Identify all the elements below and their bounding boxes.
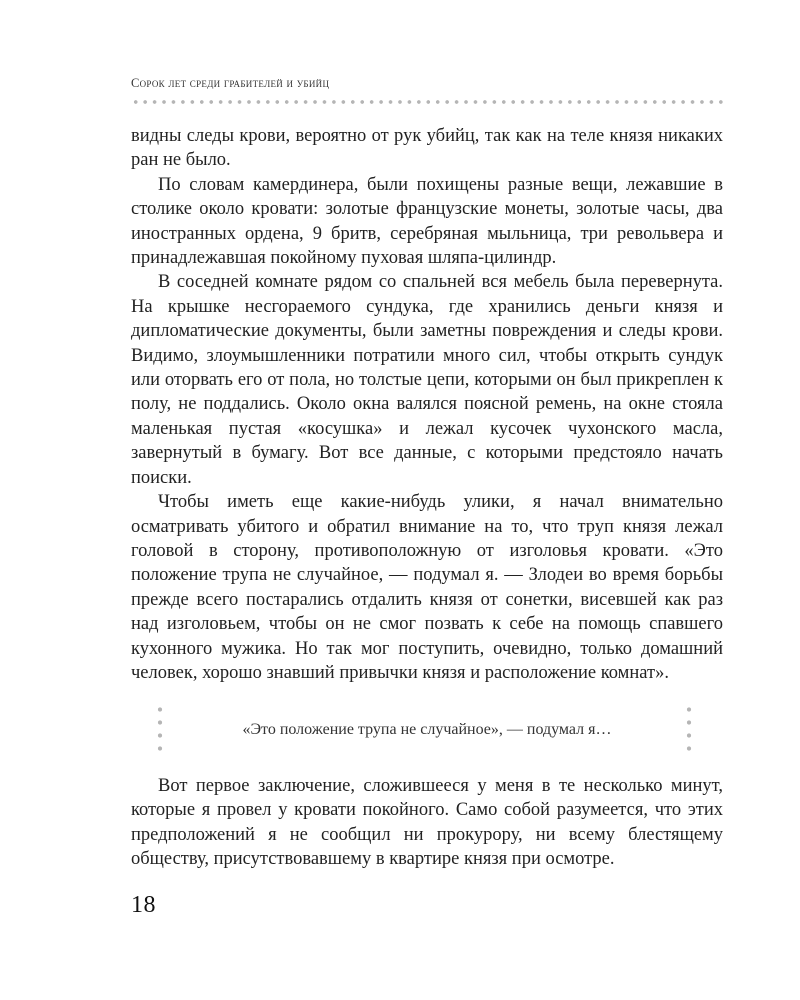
main-text-after-quote (131, 774, 723, 872)
running-head: Сорок лет среди грабителей и убийц (131, 76, 330, 90)
page-number: 18 (131, 892, 156, 918)
paragraph: По словам камердинера, были похищены разные вещи, лежавшие в столике около кровати: золотые французские монеты, золотые часы, два иностранных ордена, 9 бритв, серебряная мыльница, три револьвера и принадлежавшая покойному пуховая шляпа-цилиндр. (131, 174, 723, 269)
pullquote-text: «Это положение трупа не случайное», — подумал я… (242, 721, 612, 738)
paragraph-continued: видны следы крови, вероятно от рук убийц, так как на теле князя никаких ран не было. (131, 126, 723, 171)
pullquote (131, 703, 723, 755)
header-dotted-rule (131, 99, 723, 105)
paragraph: Вот первое заключение, сложившееся у меня в те несколько минут, которые я провел у кровати покойного. Само собой разумеется, что этих предположений я не сообщил ни прокурору, ни всему блестящему обществу, присутствовавшему в квартире князя при осмотре. (131, 776, 723, 870)
main-text (131, 124, 723, 685)
paragraph: Чтобы иметь еще какие-нибудь улики, я начал внимательно осматривать убитого и обратил внимание на то, что труп князя лежал головой в сторону, противоположную от изголовья кровати. «Это положение трупа не случайное, — подумал я. — Злодеи во время борьбы прежде всего постарались отдалить князя от сонетки, висевшей как раз над изголовьем, чтобы он не смог позвать к себе на помощь спавшего кухонного мужика. Но так мог поступить, очевидно, только домашний человек, хорошо знавший привычки князя и расположение комнат». (131, 492, 723, 683)
paragraph: В соседней комнате рядом со спальней вся мебель была перевернута. На крышке несгораемого сундука, где хранились деньги князя и дипломатические документы, были заметны повреждения и следы крови. Видимо, злоумышленники потратили много сил, чтобы открыть сундук или оторвать его от пола, но толстые цепи, которыми он был прикреплен к полу, не поддались. Около окна валялся поясной ремень, на окне стояла маленькая пустая «косушка» и лежал кусочек чухонского масла, завернутый в бумагу. Вот все данные, с которыми предстояло начать поиски. (131, 272, 723, 488)
pullquote-dots-left (157, 703, 163, 755)
pullquote-dots-right (686, 703, 692, 755)
